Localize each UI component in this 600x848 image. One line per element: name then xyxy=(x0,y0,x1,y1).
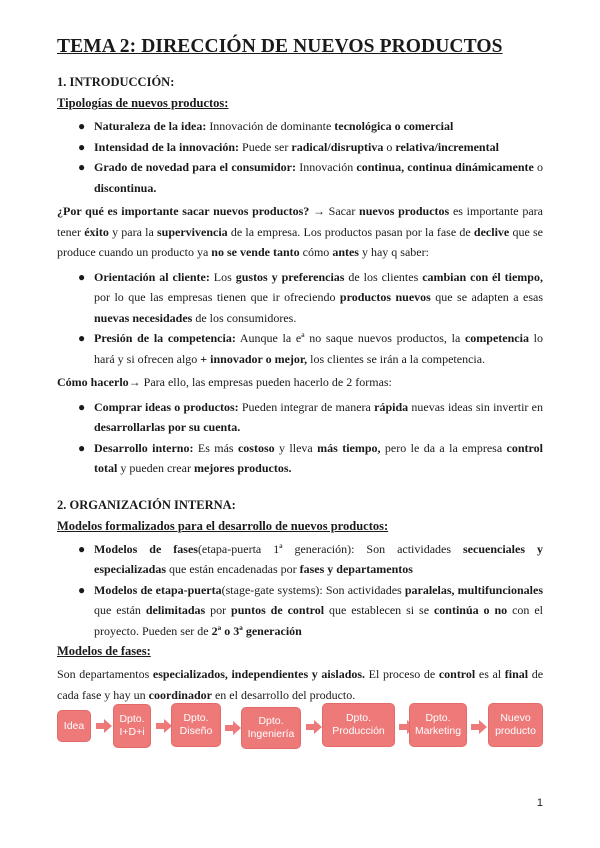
list-item: ● Modelos de fases(etapa-puerta 1ª generación): Son actividades secuenciales y especializadas que están encadenadas por fases y departamentos xyxy=(57,539,543,580)
list-item: ● Naturaleza de la idea: Innovación de dominante tecnológica o comercial xyxy=(57,116,543,137)
bullet-icon: ● xyxy=(78,541,86,556)
subheading-modelos-fases: Modelos de fases: xyxy=(57,644,151,658)
flow-box-marketing: Dpto. Marketing xyxy=(409,703,467,747)
razones-list xyxy=(57,267,543,370)
list-item: ● Grado de novedad para el consumidor: Innovación continua, continua dinámicamente o discontinua. xyxy=(57,157,543,198)
list-item: ● Desarrollo interno: Es más costoso y lleva más tiempo, pero le da a la empresa control total y pueden crear mejores productos. xyxy=(57,438,543,479)
paragraph-fases: Son departamentos especializados, independientes y aislados. El proceso de control es al final de cada fase y hay un coordinador en el desarrollo del producto. xyxy=(57,667,544,702)
flow-box-nuevo-producto: Nuevo producto xyxy=(488,703,543,747)
document-page xyxy=(57,36,543,709)
subheading-modelos: Modelos formalizados para el desarrollo de nuevos productos: xyxy=(57,518,389,533)
bullet-icon: ● xyxy=(78,269,86,284)
bullet-icon: ● xyxy=(78,331,86,345)
flow-box-diseno: Dpto. Diseño xyxy=(171,703,221,747)
list-item: ● Presión de la competencia: Aunque la eª no saque nuevos productos, la competencia lo hará y si ofrecen algo + innovador o mejor, los clientes se irán a la competencia. xyxy=(57,328,543,369)
process-flow-diagram xyxy=(57,702,543,752)
flow-box-produccion: Dpto. Producción xyxy=(322,703,395,747)
paragraph-porque: ¿Por qué es importante sacar nuevos productos? → Sacar nuevos productos es importante para tener éxito y para la supervivencia de la empresa. Los productos pasan por la fase de declive que se produce cuando un producto ya no se vende tanto cómo antes y hay q saber: xyxy=(57,204,543,259)
bullet-icon: ● xyxy=(78,399,86,414)
flow-box-idi: Dpto. I+D+i xyxy=(113,704,151,748)
page-title: TEMA 2: DIRECCIÓN DE NUEVOS PRODUCTOS xyxy=(57,36,503,57)
bullet-icon: ● xyxy=(78,119,86,133)
flow-box-ingenieria: Dpto. Ingeniería xyxy=(241,707,301,749)
subheading-tipologias: Tipologías de nuevos productos: xyxy=(57,96,229,110)
section-heading-organizacion: 2. ORGANIZACIÓN INTERNA: xyxy=(57,497,236,512)
formas-list xyxy=(57,397,543,479)
bullet-icon: ● xyxy=(78,139,86,154)
bullet-icon: ● xyxy=(78,160,86,174)
modelos-list xyxy=(57,539,543,642)
list-item: ● Intensidad de la innovación: Puede ser radical/disruptiva o relativa/incremental xyxy=(57,137,543,158)
list-item: ● Orientación al cliente: Los gustos y preferencias de los clientes cambian con él tiempo, por lo que las empresas tienen que ir ofreciendo productos nuevos que se adapten a esas nuevas necesidades de los consumidores. xyxy=(57,267,543,329)
list-item: ● Comprar ideas o productos: Pueden integrar de manera rápida nuevas ideas sin invertir en desarrollarlas por su cuenta. xyxy=(57,397,543,438)
list-item: ● Modelos de etapa-puerta(stage-gate systems): Son actividades paralelas, multifuncionales que están delimitadas por puntos de control que establecen si se continúa o no con el proyecto. Pueden ser de 2ª o 3ª generación xyxy=(57,580,543,642)
flow-box-idea: Idea xyxy=(57,710,91,742)
tipologias-list xyxy=(57,116,543,198)
bullet-icon: ● xyxy=(78,440,86,455)
bullet-icon: ● xyxy=(78,582,86,597)
page-number: 1 xyxy=(536,797,543,809)
section-heading-introduccion: 1. INTRODUCCIÓN: xyxy=(57,75,175,89)
paragraph-como: Cómo hacerlo→ Para ello, las empresas pueden hacerlo de 2 formas: xyxy=(57,375,392,389)
